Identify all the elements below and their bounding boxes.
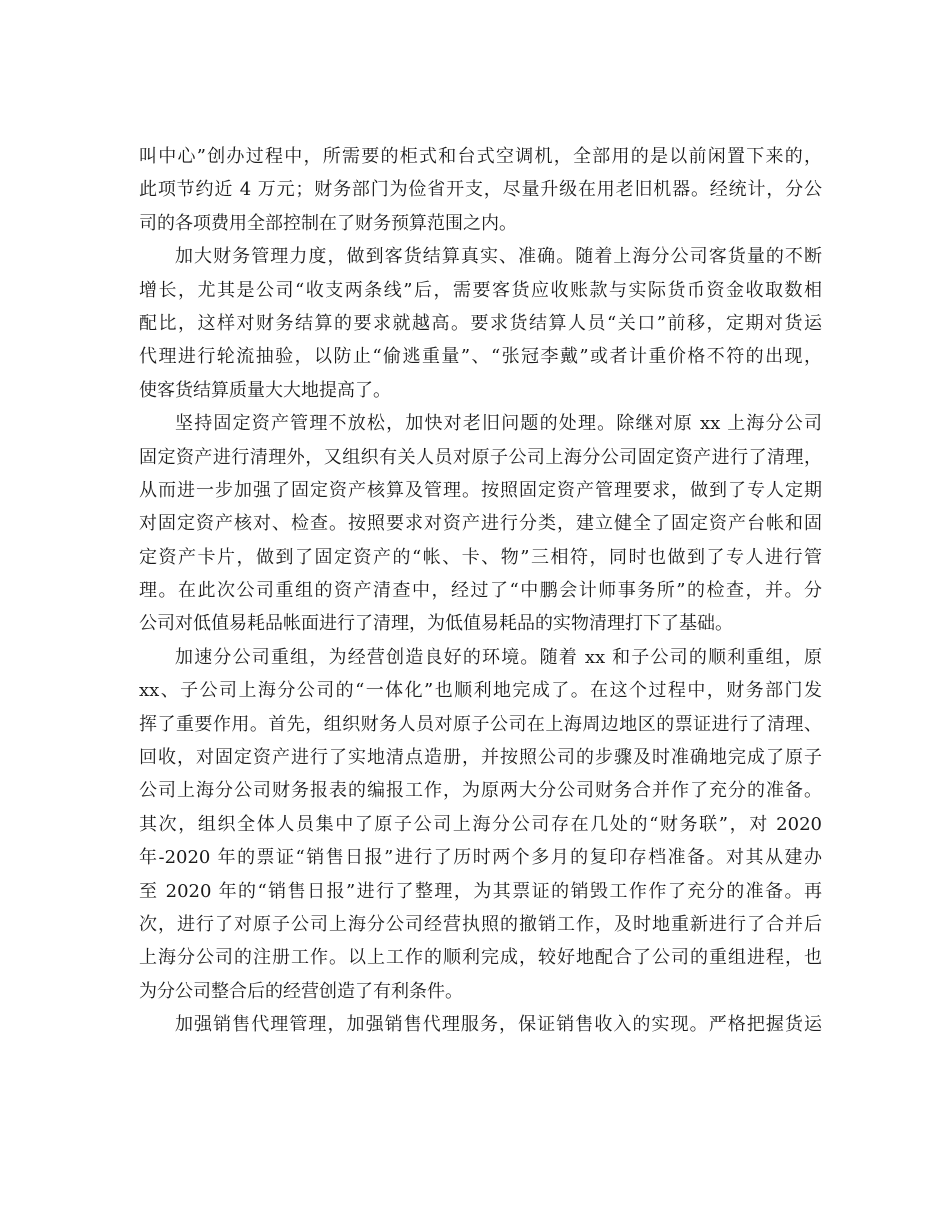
- text-line: xx、子公司上海分公司的“一体化”也顺利地完成了。在这个过程中，财务部门发: [139, 680, 822, 702]
- text-line: 对固定资产核对、检查。按照要求对资产进行分类，建立健全了固定资产台帐和固: [139, 513, 822, 535]
- text-line: 公司上海分公司财务报表的编报工作，为原两大分公司财务合并作了充分的准备。: [139, 780, 822, 802]
- paragraph-first-line: 加大财务管理力度，做到客货结算真实、准确。随着上海分公司客货量的不断: [175, 246, 822, 268]
- text-line: 为分公司整合后的经营创造了有利条件。: [139, 980, 463, 1002]
- text-line: 次，进行了对原子公司上海分公司经营执照的撤销工作，及时地重新进行了合并后: [139, 913, 822, 935]
- text-line: 使客货结算质量大大地提高了。: [139, 379, 391, 401]
- text-line: 定资产卡片，做到了固定资产的“帐、卡、物”三相符，同时也做到了专人进行管: [139, 546, 822, 568]
- text-line: 挥了重要作用。首先，组织财务人员对原子公司在上海周边地区的票证进行了清理、: [139, 713, 822, 735]
- paragraph-first-line: 加速分公司重组，为经营创造良好的环境。随着 xx 和子公司的顺利重组，原: [175, 646, 822, 668]
- text-line: 此项节约近 4 万元；财务部门为俭省开支，尽量升级在用老旧机器。经统计，分公: [139, 179, 822, 201]
- body-text: [139, 140, 822, 1042]
- paragraph-first-line: 坚持固定资产管理不放松，加快对老旧问题的处理。除继对原 xx 上海分公司: [175, 413, 822, 435]
- paragraph-first-line: 加强销售代理管理，加强销售代理服务，保证销售收入的实现。严格把握货运: [175, 1014, 822, 1036]
- text-line: 理。在此次公司重组的资产清查中，经过了“中鹏会计师事务所”的检查，并。分: [139, 580, 822, 602]
- text-line: 公司对低值易耗品帐面进行了清理，为低值易耗品的实物清理打下了基础。: [139, 613, 733, 635]
- text-line: 从而进一步加强了固定资产核算及管理。按照固定资产管理要求，做到了专人定期: [139, 479, 822, 501]
- text-line: 上海分公司的注册工作。以上工作的顺利完成，较好地配合了公司的重组进程，也: [139, 947, 822, 969]
- text-line: 叫中心”创办过程中，所需要的柜式和台式空调机，全部用的是以前闲置下来的，: [139, 146, 822, 167]
- text-line: 年-2020 年的票证“销售日报”进行了历时两个多月的复印存档准备。对其从建办: [139, 847, 822, 869]
- text-line: 固定资产进行清理外，又组织有关人员对原子公司上海分公司固定资产进行了清理，: [139, 446, 822, 468]
- text-line: 回收，对固定资产进行了实地清点造册，并按照公司的步骤及时准确地完成了原子: [139, 747, 822, 769]
- text-line: 至 2020 年的“销售日报”进行了整理，为其票证的销毁工作作了充分的准备。再: [139, 880, 822, 902]
- text-line: 代理进行轮流抽验，以防止“偷逃重量”、“张冠李戴”或者计重价格不符的出现，: [139, 346, 822, 368]
- text-line: 其次，组织全体人员集中了原子公司上海分公司存在几处的“财务联”，对 2020: [139, 813, 822, 835]
- text-line: 司的各项费用全部控制在了财务预算范围之内。: [139, 212, 517, 234]
- text-line: 配比，这样对财务结算的要求就越高。要求货结算人员“关口”前移，定期对货运: [139, 312, 822, 334]
- text-line: 增长，尤其是公司“收支两条线”后，需要客货应收账款与实际货币资金收取数相: [139, 279, 822, 301]
